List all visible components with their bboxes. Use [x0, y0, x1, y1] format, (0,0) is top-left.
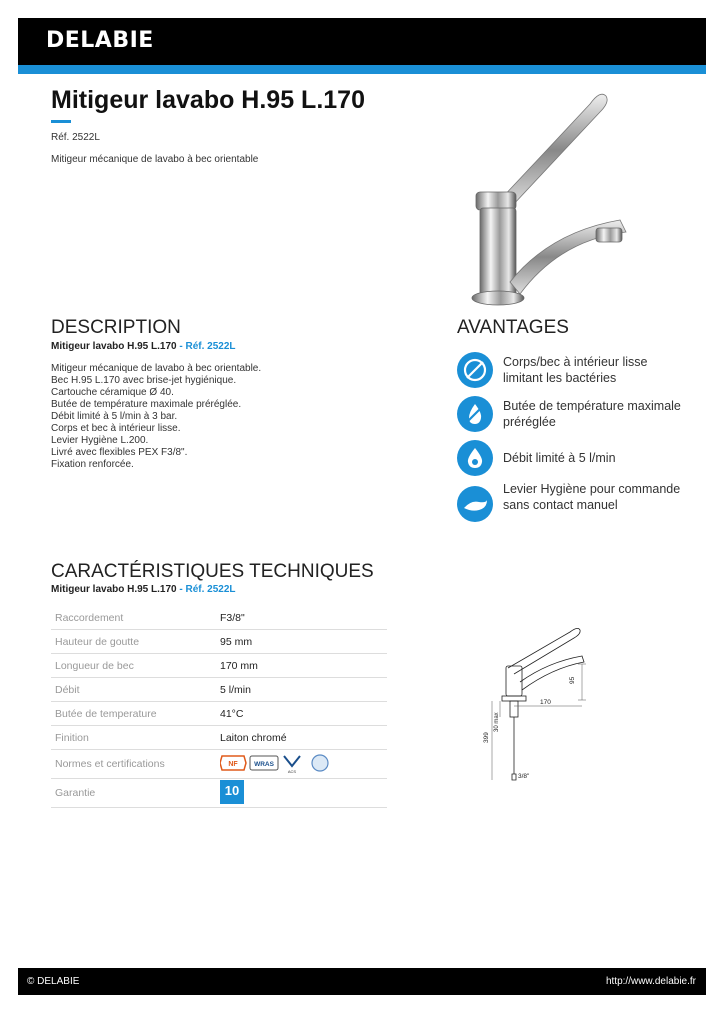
page-title: Mitigeur lavabo H.95 L.170	[51, 86, 365, 114]
spec-value: Laiton chromé	[216, 726, 387, 750]
spec-label: Raccordement	[51, 606, 216, 630]
advantage-text: Corps/bec à intérieur lisse limitant les bactéries	[503, 355, 648, 385]
spec-label: Débit	[51, 678, 216, 702]
warranty-badge	[216, 779, 387, 808]
title-underline	[51, 120, 71, 123]
advantage-text: Levier Hygiène pour commande sans contact manuel	[503, 482, 681, 512]
description-heading: DESCRIPTION	[51, 317, 181, 338]
description-product-name: Mitigeur lavabo H.95 L.170	[51, 341, 177, 352]
table-row	[51, 750, 387, 779]
header-bar	[18, 18, 706, 65]
dim-height-label: 95	[569, 676, 576, 684]
description-list	[51, 363, 261, 471]
hygiene-lever-icon	[457, 486, 493, 522]
advantage-text: Butée de température maximale préréglée	[503, 399, 681, 429]
spec-label: Finition	[51, 726, 216, 750]
table-row	[51, 654, 387, 678]
nf-badge-icon	[220, 756, 246, 770]
dim-length-label: 170	[540, 699, 551, 706]
nf-badge-label: NF	[228, 760, 238, 768]
temperature-stop-icon	[457, 396, 493, 432]
spec-label: Normes et certifications	[51, 750, 216, 779]
spec-value: 41°C	[216, 702, 387, 726]
description-subline	[51, 341, 236, 352]
water-drop-icon	[457, 440, 493, 476]
product-subtitle: Mitigeur mécanique de lavabo à bec orientable	[51, 154, 259, 165]
table-row	[51, 726, 387, 750]
spec-label: Butée de temperature	[51, 702, 216, 726]
product-ref: Réf. 2522L	[51, 132, 100, 143]
table-row	[51, 779, 387, 808]
spec-label: Garantie	[51, 779, 216, 808]
smooth-interior-icon	[457, 352, 493, 388]
description-line: Fixation renforcée.	[51, 459, 134, 470]
spec-value: 5 l/min	[216, 678, 387, 702]
description-ref: Réf. 2522L	[185, 341, 236, 352]
product-image	[440, 82, 640, 312]
dim-max-label: 30 max	[494, 712, 500, 732]
certification-logos	[220, 752, 330, 774]
specs-subline	[51, 584, 236, 595]
spec-label: Longueur de bec	[51, 654, 216, 678]
table-row	[51, 702, 387, 726]
specs-table	[51, 606, 387, 808]
warranty-badge-icon	[220, 780, 246, 804]
specs-ref: Réf. 2522L	[185, 584, 236, 595]
description-line: Cartouche céramique Ø 40.	[51, 387, 174, 398]
description-line: Débit limité à 5 l/min à 3 bar.	[51, 411, 178, 422]
technical-drawing	[470, 598, 620, 788]
accent-bar	[18, 65, 706, 74]
advantage-text: Débit limité à 5 l/min	[503, 451, 616, 465]
brand-logo: DELABIE	[46, 28, 154, 53]
description-line: Corps et bec à intérieur lisse.	[51, 423, 181, 434]
advantages-heading: AVANTAGES	[457, 317, 569, 338]
acs-badge-icon	[284, 756, 300, 774]
footer-bar	[18, 968, 706, 995]
dim-conn-label: 3/8"	[518, 773, 530, 780]
wras-badge-label: WRAS	[254, 760, 274, 768]
spec-value: 170 mm	[216, 654, 387, 678]
spec-value: 95 mm	[216, 630, 387, 654]
dim-total-label: 399	[483, 732, 490, 743]
table-row	[51, 630, 387, 654]
specs-heading: CARACTÉRISTIQUES TECHNIQUES	[51, 561, 374, 582]
footer-copyright: © DELABIE	[27, 976, 80, 987]
spec-label: Hauteur de goutte	[51, 630, 216, 654]
specs-product-name: Mitigeur lavabo H.95 L.170	[51, 584, 177, 595]
description-line: Levier Hygiène L.200.	[51, 435, 149, 446]
table-row	[51, 678, 387, 702]
description-line: Bec H.95 L.170 avec brise-jet hygiénique.	[51, 375, 237, 386]
description-line: Livré avec flexibles PEX F3/8".	[51, 447, 188, 458]
warranty-years: 10	[224, 782, 240, 798]
specs-separator: -	[176, 584, 186, 595]
wras-badge-icon	[250, 756, 278, 770]
round-certification-icon	[312, 755, 328, 771]
spec-value: F3/8"	[216, 606, 387, 630]
certification-badges	[216, 750, 387, 779]
footer-link[interactable]: http://www.delabie.fr	[605, 976, 696, 987]
acs-badge-label: ACS	[287, 768, 297, 774]
description-line: Mitigeur mécanique de lavabo à bec orientable.	[51, 363, 262, 374]
table-row	[51, 606, 387, 630]
description-line: Butée de température maximale préréglée.	[51, 399, 242, 410]
description-separator: -	[176, 341, 186, 352]
